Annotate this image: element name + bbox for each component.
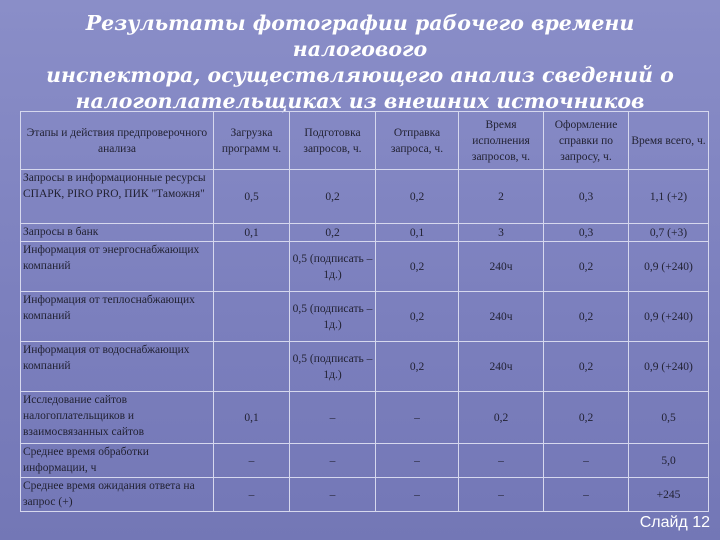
header-cell-prepare: Подготовка запросов, ч. [290,112,376,170]
value-cell: 240ч [459,342,544,392]
value-cell: 5,0 [629,444,709,478]
value-cell: 2 [459,170,544,224]
header-cell-execute: Время исполнения запросов, ч. [459,112,544,170]
slide-title [20,10,700,114]
value-cell: – [459,444,544,478]
value-cell: 0,1 [376,224,459,242]
table-row [21,170,709,224]
title-line-1: Результаты фотографии рабочего времени налогового [85,11,635,61]
value-cell: 1,1 (+2) [629,170,709,224]
header-cell-stage: Этапы и действия предпроверочного анализа [21,112,214,170]
header-cell-report: Оформление справки по запросу, ч. [544,112,629,170]
value-cell: 0,2 [544,292,629,342]
value-cell: 0,7 (+3) [629,224,709,242]
table-row [21,392,709,444]
value-cell: 0,5 (подписать – 1д.) [290,292,376,342]
header-cell-send: Отправка запроса, ч. [376,112,459,170]
value-cell [214,242,290,292]
stage-cell: Информация от теплоснабжающих компаний [21,292,214,342]
value-cell: 0,2 [290,224,376,242]
value-cell: 0,1 [214,224,290,242]
title-line-2: инспектора, осуществляющего анализ сведений о [46,63,674,87]
value-cell: 0,3 [544,170,629,224]
value-cell: – [214,444,290,478]
value-cell: – [376,392,459,444]
value-cell: – [459,478,544,512]
value-cell: 0,9 (+240) [629,292,709,342]
value-cell: 0,2 [376,292,459,342]
value-cell: – [376,444,459,478]
value-cell: 0,9 (+240) [629,242,709,292]
table-row [21,224,709,242]
value-cell: 0,2 [544,342,629,392]
table-row [21,478,709,512]
value-cell: 0,1 [214,392,290,444]
time-study-table [20,111,709,512]
value-cell: – [290,392,376,444]
header-cell-total: Время всего, ч. [629,112,709,170]
table-row [21,444,709,478]
value-cell: – [544,444,629,478]
title-line-3: налогоплательщиках из внешних источников [75,89,645,113]
value-cell: 0,3 [544,224,629,242]
stage-cell: Исследование сайтов налогоплательщиков и взаимосвязанных сайтов [21,392,214,444]
stage-cell: Информация от энергоснабжающих компаний [21,242,214,292]
value-cell: 240ч [459,242,544,292]
value-cell: – [290,478,376,512]
value-cell: 0,5 (подписать – 1д.) [290,342,376,392]
value-cell [214,342,290,392]
value-cell: – [290,444,376,478]
value-cell: – [214,478,290,512]
value-cell: 0,2 [544,242,629,292]
value-cell: 0,2 [376,242,459,292]
value-cell: 0,5 [629,392,709,444]
value-cell [214,292,290,342]
stage-cell: Запросы в банк [21,224,214,242]
value-cell: 0,2 [376,170,459,224]
value-cell: 0,2 [544,392,629,444]
stage-cell: Среднее время ожидания ответа на запрос (+) [21,478,214,512]
value-cell: 0,5 [214,170,290,224]
value-cell: – [376,478,459,512]
slide-number: Слайд 12 [639,514,710,531]
value-cell: 0,2 [290,170,376,224]
value-cell: 0,5 (подписать – 1д.) [290,242,376,292]
value-cell: 0,2 [459,392,544,444]
value-cell: 240ч [459,292,544,342]
value-cell: – [544,478,629,512]
table-row [21,292,709,342]
value-cell: +245 [629,478,709,512]
table-row [21,342,709,392]
stage-cell: Запросы в информационные ресурсы СПАРК, PIRO PRO, ПИК "Таможня" [21,170,214,224]
header-row [21,112,709,170]
stage-cell: Среднее время обработки информации, ч [21,444,214,478]
value-cell: 3 [459,224,544,242]
table-row [21,242,709,292]
header-cell-load: Загрузка программ ч. [214,112,290,170]
value-cell: 0,2 [376,342,459,392]
stage-cell: Информация от водоснабжающих компаний [21,342,214,392]
value-cell: 0,9 (+240) [629,342,709,392]
